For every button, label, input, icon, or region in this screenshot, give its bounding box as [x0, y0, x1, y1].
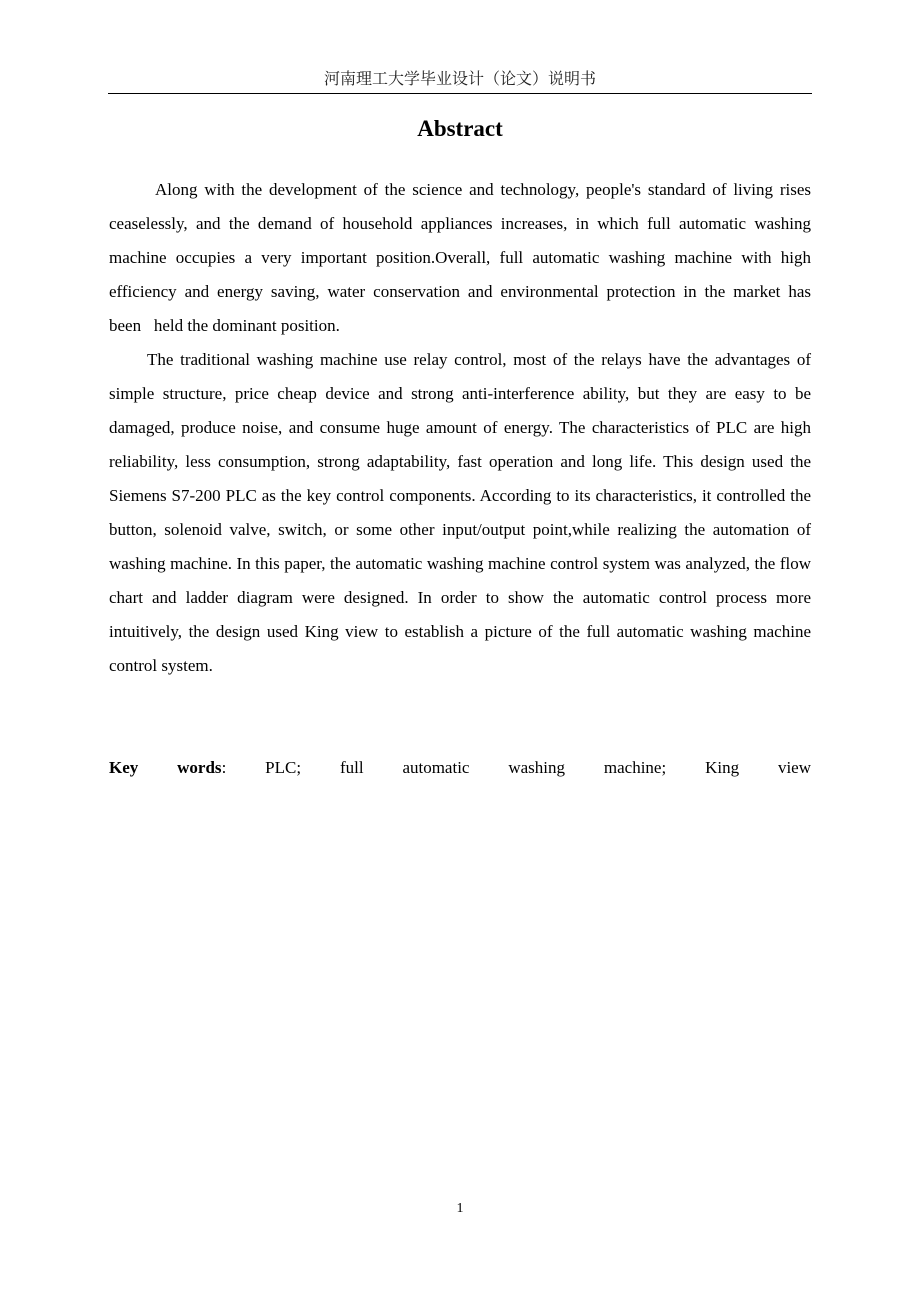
keywords-label-key: Key	[109, 758, 139, 777]
keyword-item: washing	[508, 758, 566, 777]
abstract-title: Abstract	[417, 116, 503, 141]
abstract-paragraph-1: Along with the development of the science and technology, people's standard of living rises ceaselessly, and the demand of household appliances increases, in which full automatic washing machine occupies a very important position.Overall, full automatic washing machine with high efficiency and energy saving, water conservation and environmental protection in the market has been held the dominant position.	[109, 180, 811, 335]
abstract-body	[109, 173, 811, 683]
keyword-item: King	[705, 758, 740, 777]
abstract-paragraph-2: The traditional washing machine use relay control, most of the relays have the advantages of simple structure, price cheap device and strong anti-interference ability, but they are easy to be damaged, produce noise, and consume huge amount of energy. The characteristics of PLC are high reliability, less consumption, strong adaptability, fast operation and long life. This design used the Siemens S7-200 PLC as the key control components. According to its characteristics, it controlled the button, solenoid valve, switch, or some other input/output point,while realizing the automation of washing machine. In this paper, the automatic washing machine control system was analyzed, the flow chart and ladder diagram were designed. In order to show the automatic control process more intuitively, the design used King view to establish a picture of the full automatic washing machine control system.	[109, 350, 811, 675]
keyword-item: machine;	[603, 758, 667, 777]
keyword-item: automatic	[402, 758, 470, 777]
header-rule	[108, 93, 812, 94]
keyword-item: PLC;	[265, 758, 302, 777]
keywords-separator: :	[221, 758, 227, 777]
keywords-label-words	[177, 751, 226, 785]
running-header: 河南理工大学毕业设计（论文）说明书	[323, 69, 596, 88]
keyword-item: view	[777, 758, 811, 777]
page-number: 1	[456, 1201, 464, 1216]
keyword-item: full	[339, 758, 364, 777]
keywords-label-words-text: words	[177, 758, 222, 777]
keywords-line	[109, 751, 811, 785]
